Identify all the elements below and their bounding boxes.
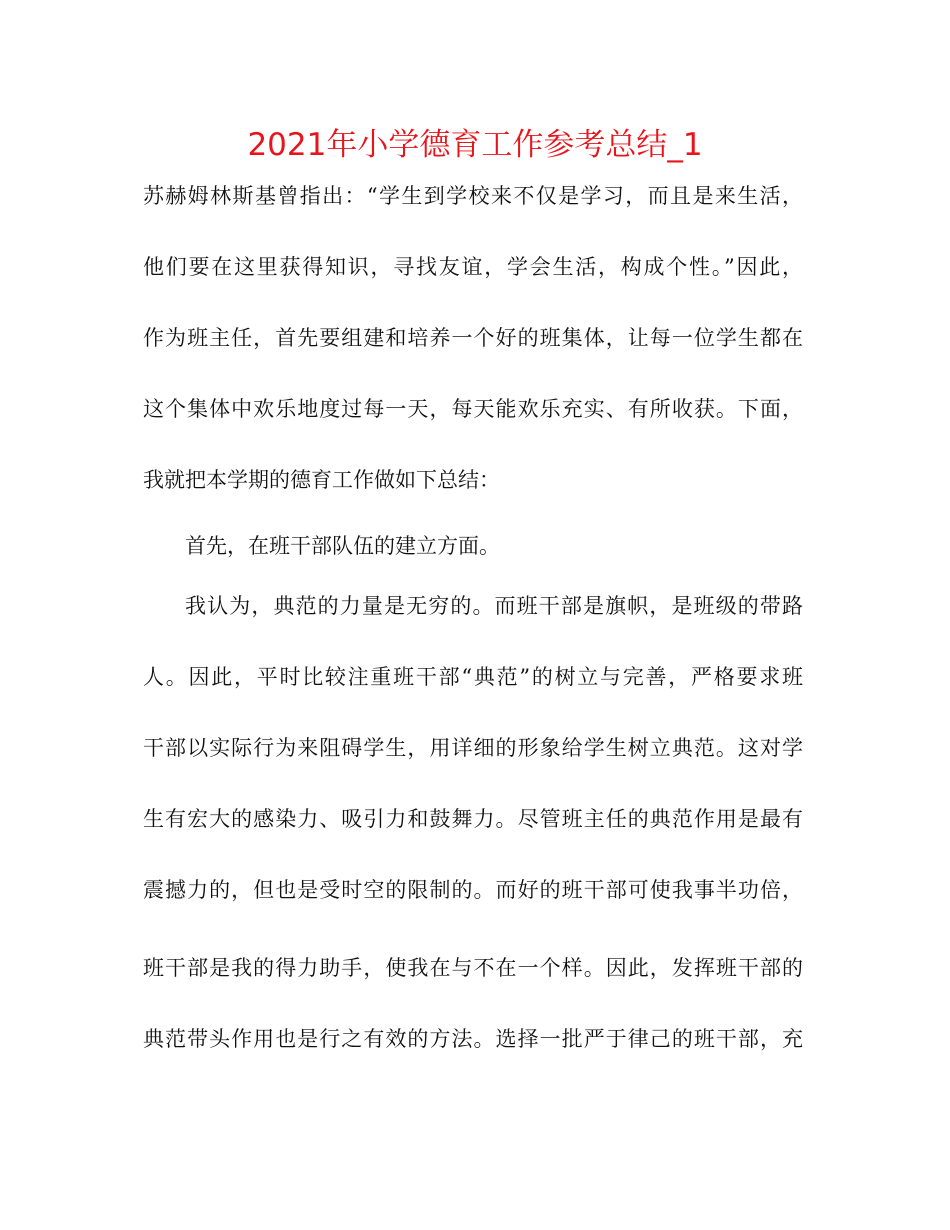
body-line-2: 他们要在这里获得知识，寻找友谊，学会生活，构成个性。”因此， <box>143 255 803 279</box>
body-line-13: 典范带头作用也是行之有效的方法。选择一批严于律己的班干部，充 <box>143 1027 803 1051</box>
document-title: 2021年小学德育工作参考总结_1 <box>247 127 703 163</box>
body-line-10: 生有宏大的感染力、吸引力和鼓舞力。尽管班主任的典范作用是最有 <box>143 807 803 831</box>
body-line-12: 班干部是我的得力助手，使我在与不在一个样。因此，发挥班干部的 <box>143 956 803 980</box>
body-line-4: 这个集体中欢乐地度过每一天，每天能欢乐充实、有所收获。下面， <box>143 397 803 421</box>
body-line-3: 作为班主任，首先要组建和培养一个好的班集体，让每一位学生都在 <box>143 326 803 350</box>
body-line-5: 我就把本学期的德育工作做如下总结： <box>143 468 500 492</box>
body-line-9: 干部以实际行为来阻碍学生，用详细的形象给学生树立典范。这对学 <box>143 736 803 760</box>
body-line-11: 震撼力的，但也是受时空的限制的。而好的班干部可使我事半功倍， <box>143 878 803 902</box>
body-line-7: 我认为，典范的力量是无穷的。而班干部是旗帜，是班级的带路 <box>185 594 803 618</box>
body-line-8: 人。因此，平时比较注重班干部“典范”的树立与完善，严格要求班 <box>143 665 803 689</box>
paragraph-heading-line: 首先，在班干部队伍的建立方面。 <box>185 534 500 558</box>
body-line-1: 苏赫姆林斯基曾指出：“学生到学校来不仅是学习，而且是来生活， <box>143 184 803 208</box>
